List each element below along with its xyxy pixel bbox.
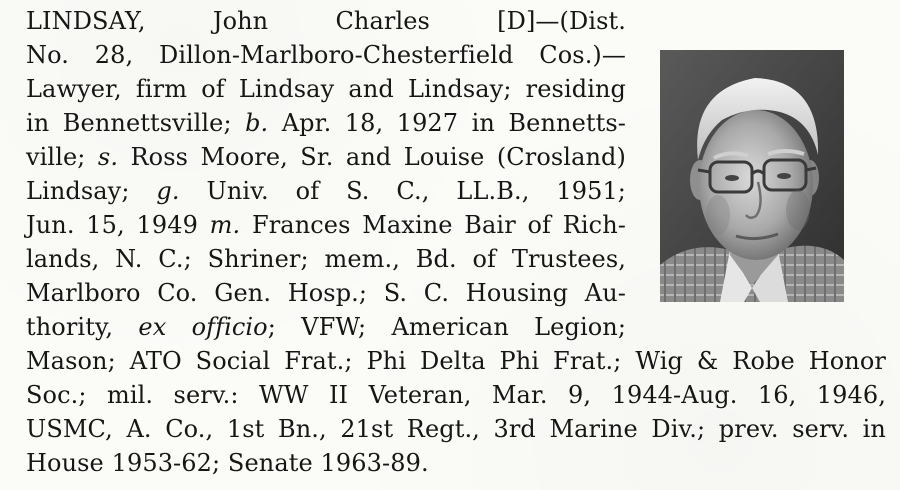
entry-line-12 (26, 378, 886, 412)
portrait-photo (660, 50, 844, 302)
entry-line-1 (26, 4, 626, 38)
text-segment: Ross Moore, Sr. and Louise (Crosland) (118, 143, 626, 171)
entry-line-7 (26, 208, 626, 242)
entry-line-6 (26, 174, 626, 208)
entry-line-13 (26, 412, 886, 446)
text-segment: House 1953-62; Senate 1963-89. (26, 449, 429, 477)
text-segment: Lindsay; (26, 177, 157, 205)
text-segment: Jun. 15, 1949 (26, 211, 210, 239)
italic-segment: g. (156, 177, 180, 205)
entry-line-9 (26, 276, 626, 310)
text-segment: Marlboro Co. Gen. Hosp.; S. C. Housing Au- (26, 279, 626, 307)
text-segment: Soc.; mil. serv.: WW II Veteran, Mar. 9, 1944-Aug. 16, 1946, (26, 381, 886, 409)
text-segment: Frances Maxine Bair of Rich- (240, 211, 626, 239)
text-segment: in Bennettsville; (26, 109, 246, 137)
text-segment: lands, N. C.; Shriner; mem., Bd. of Trustees, (26, 245, 626, 273)
text-segment: No. 28, Dillon-Marlboro-Chesterfield Cos.)— (26, 41, 626, 69)
entry-line-11 (26, 344, 886, 378)
italic-segment: s. (97, 143, 119, 171)
entry-line-8 (26, 242, 626, 276)
entry-line-14 (26, 446, 886, 480)
text-segment: Lawyer, firm of Lindsay and Lindsay; residing (26, 75, 626, 103)
text-segment: ; VFW; American Legion; (267, 313, 627, 341)
entry-line-4 (26, 106, 626, 140)
entry-line-2 (26, 38, 626, 72)
italic-segment: m. (209, 211, 241, 239)
text-segment: ville; (26, 143, 98, 171)
italic-segment: b. (245, 109, 269, 137)
portrait-illustration (660, 50, 844, 302)
text-segment: LINDSAY, John Charles [D]—(Dist. (26, 7, 626, 35)
text-segment: USMC, A. Co., 1st Bn., 21st Regt., 3rd Marine Div.; prev. serv. in (26, 415, 886, 443)
italic-segment: ex officio (138, 313, 268, 341)
entry-line-3 (26, 72, 626, 106)
text-segment: thority, (26, 313, 139, 341)
entry-line-10 (26, 310, 626, 344)
text-segment: Apr. 18, 1927 in Bennetts- (268, 109, 626, 137)
entry-line-5 (26, 140, 626, 174)
text-segment: Univ. of S. C., LL.B., 1951; (179, 177, 626, 205)
text-segment: Mason; ATO Social Frat.; Phi Delta Phi Frat.; Wig & Robe Honor (26, 347, 886, 375)
